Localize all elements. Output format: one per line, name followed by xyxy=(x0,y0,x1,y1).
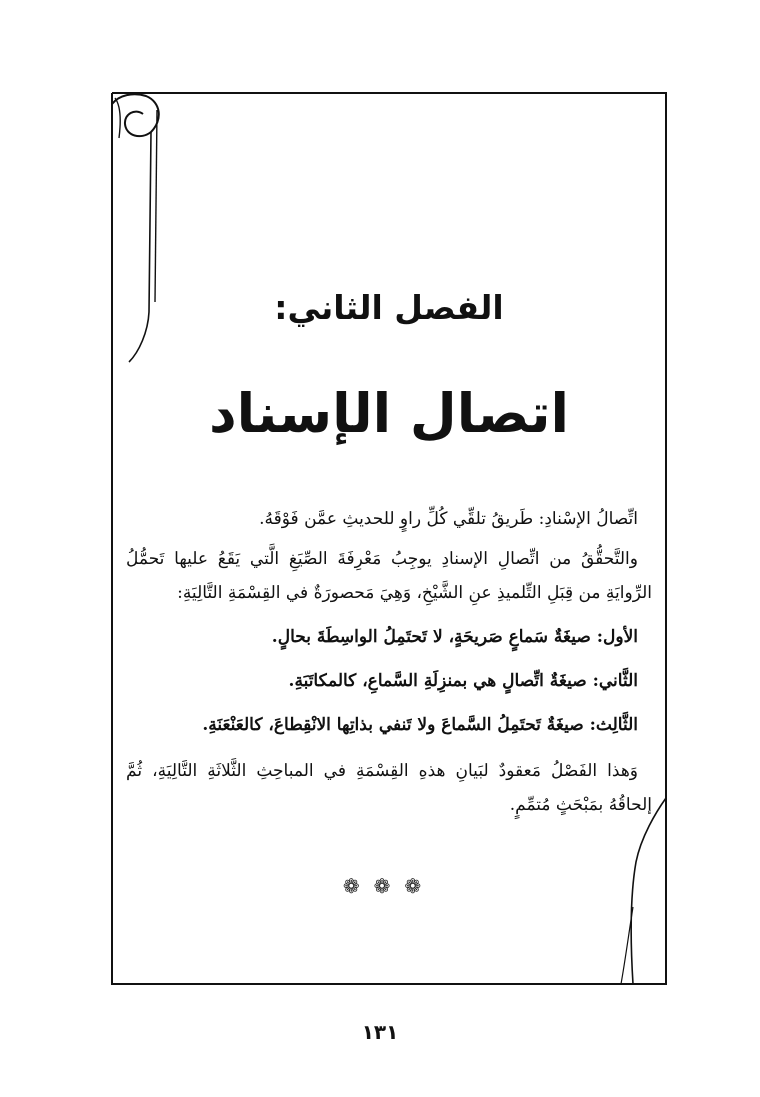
chapter-body xyxy=(126,502,652,822)
page-content xyxy=(126,92,652,985)
chapter-label: الفصل الثاني: xyxy=(274,288,504,327)
ornament-divider: ❁❁❁ xyxy=(342,874,436,898)
closing-paragraph: وَهذا الفَصْلُ مَعقودٌ لبَيانِ هذهِ القِسْمَةِ في المباحِثِ الثَّلاثَةِ التَّالِيَةِ، ثُمَّ إلحاقُهُ بمَبْحَثٍ مُتمِّمٍ. xyxy=(126,761,652,815)
list-item xyxy=(126,664,652,698)
list-item xyxy=(126,620,652,654)
item-text: صيغَةٌ اتِّصالٍ هي بمنزِلَةِ السَّماعِ، كالمكاتَبَةِ. xyxy=(288,671,587,691)
item-label: الثَّالِث: xyxy=(589,715,638,735)
intro-paragraph: والتَّحقُّقُ من اتِّصالِ الإسنادِ يوجِبُ مَعْرِفَةَ الصِّيَغِ الَّتي يَقَعُ عليها تَحمُّلُ الرِّوايَةِ من قِبَلِ التِّلميذِ عنِ الشَّيْخِ، وَهِيَ مَحصورَةٌ في القِسْمَةِ التَّالِيَةِ: xyxy=(126,549,652,603)
item-label: الثَّاني: xyxy=(592,671,638,691)
item-text: صيغَةٌ سَماعٍ صَريحَةٍ، لا تَحتَمِلُ الواسِطَةَ بحالٍ. xyxy=(271,627,591,647)
item-text: صيغَةٌ تَحتَمِلُ السَّماعَ ولا تَنفي بذاتِها الانْقِطاعَ، كالعَنْعَنَةِ. xyxy=(202,715,584,735)
chapter-title: اتصال الإسناد xyxy=(208,382,570,445)
item-label: الأول: xyxy=(596,627,638,647)
page-number: ١٣١ xyxy=(361,1020,399,1044)
list-item xyxy=(126,708,652,742)
definition-paragraph: اتِّصالُ الإسْنادِ: طَريقُ تلقِّي كُلِّ راوٍ للحديثِ عمَّن فَوْقَهُ. xyxy=(259,509,638,529)
